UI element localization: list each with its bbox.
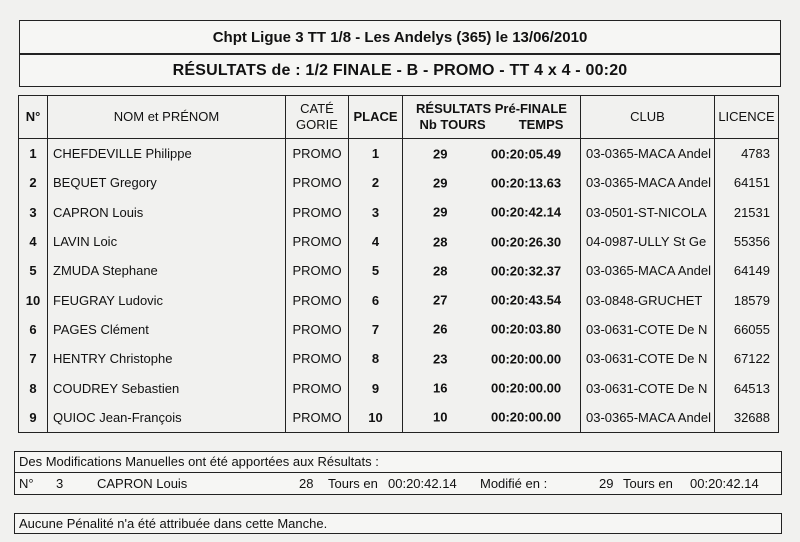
- cell-tours: 29: [433, 175, 448, 191]
- mod-num: 3: [56, 476, 64, 491]
- cell-results: [403, 344, 581, 373]
- cell-name: BEQUET Gregory: [48, 168, 286, 197]
- document-title: Chpt Ligue 3 TT 1/8 - Les Andelys (365) le 13/06/2010: [212, 29, 588, 46]
- cell-licence: 21531: [715, 198, 779, 227]
- table-row: [19, 198, 779, 227]
- cell-club: 03-0501-ST-NICOLA: [581, 198, 715, 227]
- cell-place: 2: [349, 168, 403, 197]
- cell-temps: 00:20:05.49: [491, 146, 562, 162]
- cell-category: PROMO: [286, 315, 349, 344]
- cell-licence: 4783: [715, 139, 779, 169]
- cell-category: PROMO: [286, 198, 349, 227]
- header-category: [286, 96, 349, 139]
- mod-old-time: 00:20:42.14: [388, 476, 457, 491]
- cell-category: PROMO: [286, 285, 349, 314]
- header-results-title: RÉSULTATS Pré-FINALE: [416, 101, 567, 116]
- table-header-row: [19, 96, 779, 139]
- cell-place: 7: [349, 315, 403, 344]
- cell-results: [403, 198, 581, 227]
- results-table: [18, 95, 779, 433]
- cell-licence: 32688: [715, 403, 779, 433]
- cell-num: 6: [19, 315, 48, 344]
- cell-num: 8: [19, 373, 48, 402]
- cell-club: 03-0365-MACA Andel: [581, 168, 715, 197]
- cell-tours: 28: [433, 263, 448, 279]
- cell-num: 3: [19, 198, 48, 227]
- cell-tours: 28: [433, 234, 448, 250]
- cell-num: 4: [19, 227, 48, 256]
- header-tours: Nb TOURS: [419, 117, 486, 132]
- cell-place: 10: [349, 403, 403, 433]
- cell-place: 3: [349, 198, 403, 227]
- cell-place: 4: [349, 227, 403, 256]
- mod-tours-label-2: Tours en: [623, 476, 673, 491]
- cell-name: CAPRON Louis: [48, 198, 286, 227]
- cell-tours: 27: [433, 292, 448, 308]
- modifications-heading: Des Modifications Manuelles ont été apportées aux Résultats :: [15, 452, 781, 473]
- cell-category: PROMO: [286, 168, 349, 197]
- cell-results: [403, 139, 581, 169]
- cell-licence: 66055: [715, 315, 779, 344]
- cell-licence: 64513: [715, 373, 779, 402]
- title-box: [19, 20, 781, 54]
- cell-temps: 00:20:03.80: [491, 321, 562, 337]
- cell-tours: 26: [433, 321, 448, 337]
- cell-num: 1: [19, 139, 48, 169]
- mod-new-time: 00:20:42.14: [690, 476, 759, 491]
- cell-licence: 18579: [715, 285, 779, 314]
- cell-results: [403, 403, 581, 433]
- cell-club: 03-0848-GRUCHET: [581, 285, 715, 314]
- header-place: PLACE: [349, 96, 403, 139]
- cell-results: [403, 168, 581, 197]
- cell-tours: 16: [433, 380, 448, 396]
- cell-temps: 00:20:26.30: [491, 234, 562, 250]
- cell-category: PROMO: [286, 373, 349, 402]
- table-row: [19, 139, 779, 169]
- cell-results: [403, 227, 581, 256]
- mod-new-tours: 29: [599, 476, 614, 491]
- cell-temps: 00:20:42.14: [491, 204, 562, 220]
- cell-num: 10: [19, 285, 48, 314]
- cell-licence: 64151: [715, 168, 779, 197]
- cell-name: FEUGRAY Ludovic: [48, 285, 286, 314]
- cell-results: [403, 256, 581, 285]
- cell-licence: 55356: [715, 227, 779, 256]
- cell-place: 1: [349, 139, 403, 169]
- cell-name: ZMUDA Stephane: [48, 256, 286, 285]
- table-row: [19, 256, 779, 285]
- cell-temps: 00:20:00.00: [491, 351, 562, 367]
- mod-num-label: N°: [19, 476, 34, 491]
- modification-entry: [15, 473, 781, 495]
- penalty-text: Aucune Pénalité n'a été attribuée dans cette Manche.: [19, 516, 328, 531]
- cell-club: 03-0631-COTE De N: [581, 344, 715, 373]
- cell-temps: 00:20:13.63: [491, 175, 562, 191]
- cell-name: QUIOC Jean-François: [48, 403, 286, 433]
- cell-name: HENTRY Christophe: [48, 344, 286, 373]
- cell-club: 03-0365-MACA Andel: [581, 256, 715, 285]
- mod-old-tours: 28: [299, 476, 314, 491]
- cell-category: PROMO: [286, 139, 349, 169]
- cell-tours: 29: [433, 146, 448, 162]
- cell-category: PROMO: [286, 227, 349, 256]
- cell-club: 03-0365-MACA Andel: [581, 403, 715, 433]
- cell-name: CHEFDEVILLE Philippe: [48, 139, 286, 169]
- header-results: [403, 96, 581, 139]
- cell-tours: 29: [433, 204, 448, 220]
- cell-place: 6: [349, 285, 403, 314]
- cell-place: 9: [349, 373, 403, 402]
- cell-category: PROMO: [286, 344, 349, 373]
- subtitle-box: [19, 54, 781, 87]
- cell-results: [403, 285, 581, 314]
- cell-name: PAGES Clément: [48, 315, 286, 344]
- cell-temps: 00:20:00.00: [491, 380, 562, 396]
- cell-temps: 00:20:00.00: [491, 409, 562, 425]
- cell-tours: 23: [433, 351, 448, 367]
- cell-place: 8: [349, 344, 403, 373]
- cell-name: COUDREY Sebastien: [48, 373, 286, 402]
- cell-temps: 00:20:43.54: [491, 292, 562, 308]
- cell-num: 2: [19, 168, 48, 197]
- header-licence: LICENCE: [715, 96, 779, 139]
- cell-category: PROMO: [286, 403, 349, 433]
- cell-place: 5: [349, 256, 403, 285]
- table-row: [19, 168, 779, 197]
- cell-temps: 00:20:32.37: [491, 263, 562, 279]
- cell-club: 03-0365-MACA Andel: [581, 139, 715, 169]
- cell-num: 7: [19, 344, 48, 373]
- cell-club: 04-0987-ULLY St Ge: [581, 227, 715, 256]
- cell-club: 03-0631-COTE De N: [581, 315, 715, 344]
- cell-licence: 64149: [715, 256, 779, 285]
- header-club: CLUB: [581, 96, 715, 139]
- table-row: [19, 285, 779, 314]
- cell-name: LAVIN Loic: [48, 227, 286, 256]
- mod-modified-label: Modifié en :: [480, 476, 548, 491]
- header-num: N°: [19, 96, 48, 139]
- cell-club: 03-0631-COTE De N: [581, 373, 715, 402]
- header-temps: TEMPS: [518, 117, 564, 132]
- table-row: [19, 315, 779, 344]
- header-name: NOM et PRÉNOM: [48, 96, 286, 139]
- cell-tours: 10: [433, 409, 448, 425]
- cell-results: [403, 373, 581, 402]
- penalty-box: [14, 513, 782, 534]
- table-row: [19, 227, 779, 256]
- cell-num: 5: [19, 256, 48, 285]
- cell-results: [403, 315, 581, 344]
- mod-tours-label-1: Tours en: [328, 476, 378, 491]
- table-row: [19, 344, 779, 373]
- results-subtitle: RÉSULTATS de : 1/2 FINALE - B - PROMO - TT 4 x 4 - 00:20: [172, 62, 628, 79]
- table-row: [19, 403, 779, 433]
- cell-category: PROMO: [286, 256, 349, 285]
- mod-name: CAPRON Louis: [97, 476, 188, 491]
- table-row: [19, 373, 779, 402]
- modifications-box: [14, 451, 782, 495]
- header-category-line1: CATÉ: [300, 101, 334, 116]
- cell-licence: 67122: [715, 344, 779, 373]
- cell-num: 9: [19, 403, 48, 433]
- header-category-line2: GORIE: [296, 117, 338, 132]
